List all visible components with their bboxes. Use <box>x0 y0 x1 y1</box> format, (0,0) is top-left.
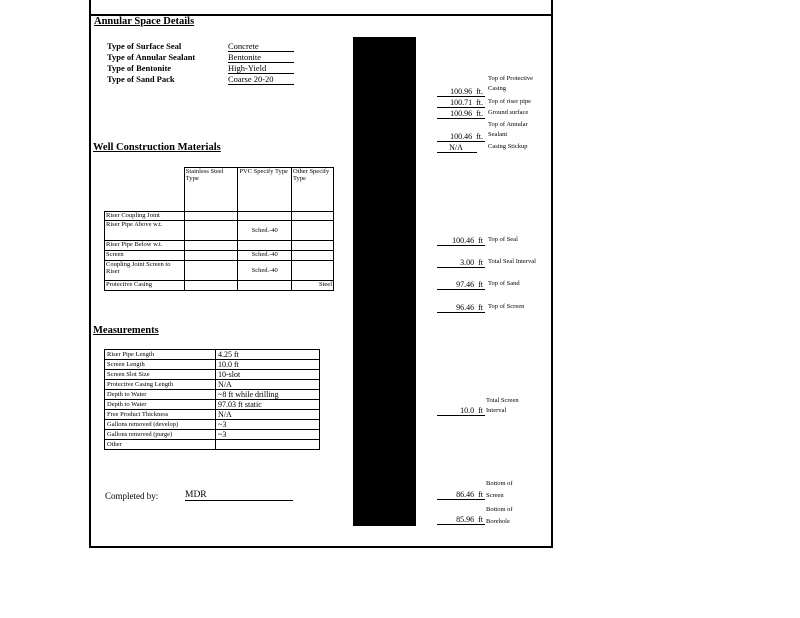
elev-desc: Bottom of Borehole <box>486 506 513 525</box>
completed-value: MDR <box>185 490 293 501</box>
measurements-title: Measurements <box>93 325 159 336</box>
elev-desc: Total Seal Interval <box>488 258 536 265</box>
annular-value: Concrete <box>228 41 294 52</box>
elev-value: 3.00 ft <box>437 258 485 268</box>
row-label: Riser Pipe Length <box>105 350 216 360</box>
well-diagram <box>353 37 416 526</box>
col-header: Stainless Steel Type <box>184 168 238 212</box>
elev-desc: Top of Annular Sealant <box>488 121 528 138</box>
measurements-table: Riser Pipe Length 4.25 ft Screen Length 10.0 ft Screen Slot Size 10-slot Protective Casing Length N/A Depth to Water ~8 ft while drilling Depth to Water 97.03 ft static Free Product Thickness N/A Gallons removed (develop) ~3 Gallons removed (purge) ~3 Other <box>104 349 320 450</box>
completed-label: Completed by: <box>105 491 159 501</box>
annular-value: Coarse 20-20 <box>228 74 294 85</box>
materials-table: Stainless Steel Type PVC Specify Type Other Specify Type Riser Coupling Joint Riser Pipe Above w.t. Sched.-40 Riser Pipe Below w.t. Screen Sched.-40 Coupling Joint Screen to Riser Sched.-40 Protective Casing Steel <box>104 167 334 291</box>
row-label: Screen <box>105 251 185 261</box>
elev-value: 96.46 ft <box>437 303 485 313</box>
elev-value: 100.96 ft. <box>437 87 485 97</box>
annular-label: Type of Annular Sealant <box>107 52 196 62</box>
annular-label: Type of Surface Seal <box>107 41 182 51</box>
elev-value: 100.96 ft. <box>437 109 485 119</box>
col-header: Other Specify Type <box>292 168 334 212</box>
materials-title: Well Construction Materials <box>93 142 221 153</box>
elev-desc: Top of riser pipe <box>488 98 532 105</box>
elev-desc: Top of Protective Casing <box>488 75 534 92</box>
elev-desc: Top of Sand <box>488 280 520 287</box>
elev-value: 100.46 ft <box>437 236 485 246</box>
annular-value: Bentonite <box>228 52 294 63</box>
row-label: Riser Pipe Above w.t. <box>105 221 185 241</box>
row-label: Screen Slot Size <box>105 370 216 380</box>
row-label: Protective Casing Length <box>105 380 216 390</box>
elev-value: 100.46 ft. <box>437 132 485 142</box>
annular-label: Type of Sand Pack <box>107 74 175 84</box>
row-label: Gallons removed (purge) <box>105 430 216 440</box>
row-label: Screen Length <box>105 360 216 370</box>
row-label: Protective Casing <box>105 281 185 291</box>
row-label: Riser Coupling Joint <box>105 212 185 221</box>
elev-value: 10.0 ft <box>437 406 485 416</box>
elev-desc: Casing Stickup <box>488 143 528 150</box>
elev-desc: Top of Screen <box>488 303 525 310</box>
elev-value: 97.46 ft <box>437 280 485 290</box>
annular-title: Annular Space Details <box>94 16 195 27</box>
annular-value: High-Yield <box>228 63 294 74</box>
row-label: Other <box>105 440 216 450</box>
row-label: Depth to Water <box>105 390 216 400</box>
row-label: Free Product Thickness <box>105 410 216 420</box>
col-header: PVC Specify Type <box>238 168 292 212</box>
annular-label: Type of Bentonite <box>107 63 172 73</box>
elev-value: N/A <box>437 143 477 153</box>
row-label: Depth to Water <box>105 400 216 410</box>
row-label: Coupling Joint Screen to Riser <box>105 261 185 281</box>
elev-desc: Ground surface <box>488 109 529 116</box>
elev-value: 85.96 ft <box>437 515 485 525</box>
row-label: Riser Pipe Below w.t. <box>105 241 185 251</box>
elev-value: 86.46 ft <box>437 490 485 500</box>
elev-desc: Top of Seal <box>488 236 518 243</box>
elev-value: 100.71 ft. <box>437 98 485 108</box>
row-label: Gallons removed (develop) <box>105 420 216 430</box>
elev-desc: Bottom of Screen <box>486 480 513 499</box>
elev-desc: Total Screen Interval <box>486 397 519 414</box>
